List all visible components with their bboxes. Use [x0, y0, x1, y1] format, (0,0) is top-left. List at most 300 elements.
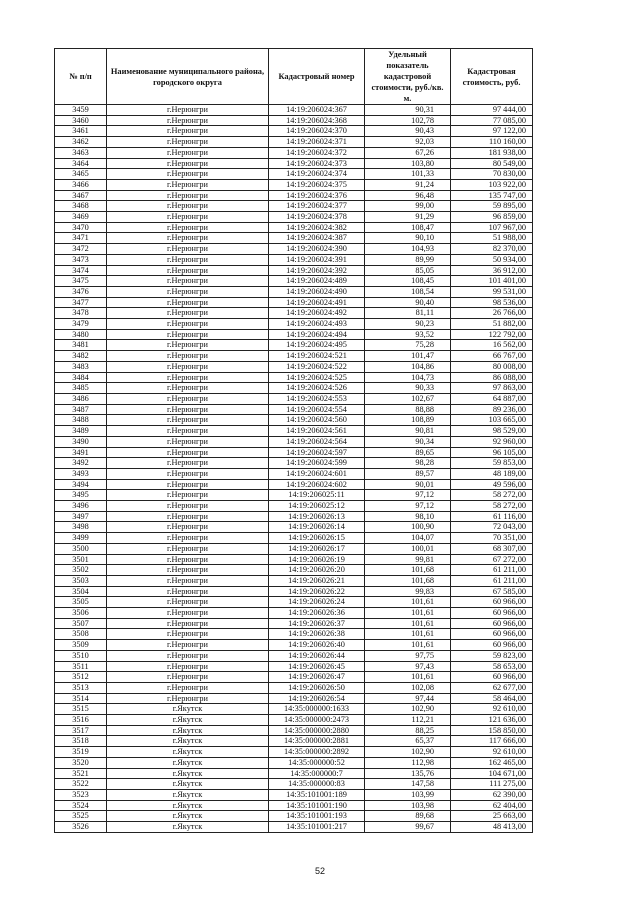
cadastral-cost-cell: 86 088,00: [451, 372, 533, 383]
table-row: [55, 222, 533, 233]
unit-value-cell: 108,45: [365, 276, 451, 287]
unit-value-cell: 102,90: [365, 747, 451, 758]
row-number: 3506: [55, 608, 107, 619]
municipality-cell: г.Нерюнгри: [107, 661, 269, 672]
unit-value-cell: 89,99: [365, 254, 451, 265]
unit-value-cell: 104,93: [365, 244, 451, 255]
municipality-cell: г.Нерюнгри: [107, 479, 269, 490]
municipality-cell: г.Нерюнгри: [107, 222, 269, 233]
table-row: [55, 640, 533, 651]
cadastral-number-cell: 14:19:206026:19: [269, 554, 365, 565]
unit-value-cell: 89,57: [365, 468, 451, 479]
cadastral-number-cell: 14:19:206024:373: [269, 158, 365, 169]
cadastral-number-cell: 14:19:206026:20: [269, 565, 365, 576]
municipality-cell: г.Нерюнгри: [107, 640, 269, 651]
municipality-cell: г.Нерюнгри: [107, 458, 269, 469]
unit-value-cell: 104,86: [365, 361, 451, 372]
cadastral-number-cell: 14:19:206026:36: [269, 608, 365, 619]
row-number: 3462: [55, 137, 107, 148]
unit-value-cell: 102,08: [365, 682, 451, 693]
municipality-cell: г.Якутск: [107, 715, 269, 726]
table-row: [55, 436, 533, 447]
cadastral-number-cell: 14:19:206026:38: [269, 629, 365, 640]
table-row: [55, 447, 533, 458]
row-number: 3504: [55, 586, 107, 597]
unit-value-cell: 99,83: [365, 586, 451, 597]
cadastral-cost-cell: 77 085,00: [451, 115, 533, 126]
table-row: [55, 404, 533, 415]
municipality-cell: г.Нерюнгри: [107, 383, 269, 394]
municipality-cell: г.Нерюнгри: [107, 565, 269, 576]
cadastral-number-cell: 14:19:206024:371: [269, 137, 365, 148]
row-number: 3486: [55, 393, 107, 404]
table-row: [55, 672, 533, 683]
unit-value-cell: 67,26: [365, 147, 451, 158]
row-number: 3498: [55, 522, 107, 533]
cadastral-cost-cell: 59 853,00: [451, 458, 533, 469]
row-number: 3518: [55, 736, 107, 747]
cadastral-number-cell: 14:19:206024:521: [269, 351, 365, 362]
unit-value-cell: 96,48: [365, 190, 451, 201]
municipality-cell: г.Нерюнгри: [107, 297, 269, 308]
municipality-cell: г.Нерюнгри: [107, 693, 269, 704]
cadastral-cost-cell: 48 413,00: [451, 822, 533, 833]
municipality-cell: г.Нерюнгри: [107, 265, 269, 276]
municipality-cell: г.Якутск: [107, 768, 269, 779]
row-number: 3501: [55, 554, 107, 565]
table-row: [55, 276, 533, 287]
table-row: [55, 522, 533, 533]
row-number: 3481: [55, 340, 107, 351]
cadastral-number-cell: 14:19:206024:553: [269, 393, 365, 404]
cadastral-cost-cell: 58 464,00: [451, 693, 533, 704]
table-row: [55, 822, 533, 833]
table-row: [55, 757, 533, 768]
municipality-cell: г.Нерюнгри: [107, 511, 269, 522]
row-number: 3508: [55, 629, 107, 640]
municipality-cell: г.Нерюнгри: [107, 672, 269, 683]
cadastral-cost-cell: 103 665,00: [451, 415, 533, 426]
row-number: 3493: [55, 468, 107, 479]
row-number: 3517: [55, 725, 107, 736]
cadastral-cost-cell: 60 966,00: [451, 629, 533, 640]
table-row: [55, 426, 533, 437]
unit-value-cell: 88,25: [365, 725, 451, 736]
table-row: [55, 790, 533, 801]
cadastral-number-cell: 14:19:206024:601: [269, 468, 365, 479]
cadastral-cost-cell: 50 934,00: [451, 254, 533, 265]
unit-value-cell: 101,68: [365, 565, 451, 576]
municipality-cell: г.Нерюнгри: [107, 158, 269, 169]
cadastral-cost-cell: 60 966,00: [451, 618, 533, 629]
unit-value-cell: 100,01: [365, 543, 451, 554]
table-row: [55, 190, 533, 201]
cadastral-number-cell: 14:19:206024:375: [269, 179, 365, 190]
table-row: [55, 233, 533, 244]
cadastral-number-cell: 14:35:101001:217: [269, 822, 365, 833]
cadastral-number-cell: 14:19:206025:11: [269, 490, 365, 501]
cadastral-cost-cell: 92 960,00: [451, 436, 533, 447]
municipality-cell: г.Нерюнгри: [107, 447, 269, 458]
header-cadastral-number: Кадастровый номер: [269, 49, 365, 105]
cadastral-number-cell: 14:35:101001:190: [269, 800, 365, 811]
table-row: [55, 575, 533, 586]
cadastral-number-cell: 14:19:206026:40: [269, 640, 365, 651]
cadastral-cost-cell: 96 859,00: [451, 212, 533, 223]
row-number: 3513: [55, 682, 107, 693]
cadastral-number-cell: 14:19:206026:50: [269, 682, 365, 693]
row-number: 3475: [55, 276, 107, 287]
cadastral-cost-cell: 25 663,00: [451, 811, 533, 822]
cadastral-number-cell: 14:19:206024:526: [269, 383, 365, 394]
cadastral-cost-cell: 99 531,00: [451, 286, 533, 297]
municipality-cell: г.Якутск: [107, 757, 269, 768]
municipality-cell: г.Нерюнгри: [107, 361, 269, 372]
row-number: 3468: [55, 201, 107, 212]
cadastral-number-cell: 14:19:206024:491: [269, 297, 365, 308]
unit-value-cell: 81,11: [365, 308, 451, 319]
cadastral-cost-cell: 60 966,00: [451, 608, 533, 619]
unit-value-cell: 102,90: [365, 704, 451, 715]
table-row: [55, 704, 533, 715]
unit-value-cell: 90,23: [365, 319, 451, 330]
municipality-cell: г.Якутск: [107, 736, 269, 747]
row-number: 3492: [55, 458, 107, 469]
unit-value-cell: 90,81: [365, 426, 451, 437]
unit-value-cell: 99,00: [365, 201, 451, 212]
unit-value-cell: 101,61: [365, 597, 451, 608]
cadastral-cost-cell: 97 444,00: [451, 105, 533, 116]
row-number: 3505: [55, 597, 107, 608]
cadastral-number-cell: 14:19:206024:382: [269, 222, 365, 233]
table-row: [55, 682, 533, 693]
table-row: [55, 458, 533, 469]
unit-value-cell: 100,90: [365, 522, 451, 533]
municipality-cell: г.Нерюнгри: [107, 415, 269, 426]
municipality-cell: г.Нерюнгри: [107, 650, 269, 661]
cadastral-cost-cell: 89 236,00: [451, 404, 533, 415]
municipality-cell: г.Якутск: [107, 811, 269, 822]
municipality-cell: г.Нерюнгри: [107, 597, 269, 608]
unit-value-cell: 90,43: [365, 126, 451, 137]
cadastral-number-cell: 14:35:000000:2881: [269, 736, 365, 747]
table-row: [55, 212, 533, 223]
table-row: [55, 779, 533, 790]
cadastral-cost-cell: 107 967,00: [451, 222, 533, 233]
table-row: [55, 319, 533, 330]
unit-value-cell: 103,98: [365, 800, 451, 811]
cadastral-number-cell: 14:19:206026:13: [269, 511, 365, 522]
cadastral-cost-cell: 49 596,00: [451, 479, 533, 490]
cadastral-number-cell: 14:19:206026:22: [269, 586, 365, 597]
table-row: [55, 768, 533, 779]
municipality-cell: г.Нерюнгри: [107, 137, 269, 148]
cadastral-number-cell: 14:35:000000:2473: [269, 715, 365, 726]
cadastral-cost-cell: 59 823,00: [451, 650, 533, 661]
cadastral-cost-cell: 98 529,00: [451, 426, 533, 437]
municipality-cell: г.Нерюнгри: [107, 254, 269, 265]
unit-value-cell: 108,54: [365, 286, 451, 297]
cadastral-cost-cell: 122 792,00: [451, 329, 533, 340]
municipality-cell: г.Нерюнгри: [107, 426, 269, 437]
unit-value-cell: 92,03: [365, 137, 451, 148]
cadastral-cost-cell: 61 116,00: [451, 511, 533, 522]
unit-value-cell: 99,81: [365, 554, 451, 565]
municipality-cell: г.Нерюнгри: [107, 319, 269, 330]
table-row: [55, 501, 533, 512]
municipality-cell: г.Якутск: [107, 725, 269, 736]
cadastral-number-cell: 14:19:206024:490: [269, 286, 365, 297]
unit-value-cell: 101,68: [365, 575, 451, 586]
row-number: 3495: [55, 490, 107, 501]
table-row: [55, 415, 533, 426]
cadastral-cost-cell: 80 549,00: [451, 158, 533, 169]
row-number: 3463: [55, 147, 107, 158]
table-row: [55, 137, 533, 148]
unit-value-cell: 97,44: [365, 693, 451, 704]
table-row: [55, 179, 533, 190]
cadastral-number-cell: 14:35:101001:193: [269, 811, 365, 822]
municipality-cell: г.Якутск: [107, 790, 269, 801]
municipality-cell: г.Якутск: [107, 704, 269, 715]
row-number: 3489: [55, 426, 107, 437]
cadastral-number-cell: 14:19:206024:392: [269, 265, 365, 276]
cadastral-number-cell: 14:19:206024:554: [269, 404, 365, 415]
cadastral-number-cell: 14:19:206024:493: [269, 319, 365, 330]
cadastral-cost-cell: 60 966,00: [451, 640, 533, 651]
municipality-cell: г.Нерюнгри: [107, 340, 269, 351]
unit-value-cell: 93,52: [365, 329, 451, 340]
cadastral-cost-cell: 48 189,00: [451, 468, 533, 479]
cadastral-number-cell: 14:19:206024:599: [269, 458, 365, 469]
row-number: 3494: [55, 479, 107, 490]
cadastral-number-cell: 14:19:206024:492: [269, 308, 365, 319]
cadastral-cost-cell: 62 404,00: [451, 800, 533, 811]
municipality-cell: г.Нерюнгри: [107, 404, 269, 415]
cadastral-cost-cell: 158 850,00: [451, 725, 533, 736]
municipality-cell: г.Якутск: [107, 779, 269, 790]
unit-value-cell: 104,07: [365, 533, 451, 544]
cadastral-cost-cell: 60 966,00: [451, 672, 533, 683]
municipality-cell: г.Якутск: [107, 800, 269, 811]
cadastral-number-cell: 14:19:206026:15: [269, 533, 365, 544]
cadastral-number-cell: 14:19:206024:390: [269, 244, 365, 255]
municipality-cell: г.Нерюнгри: [107, 115, 269, 126]
row-number: 3511: [55, 661, 107, 672]
table-row: [55, 372, 533, 383]
municipality-cell: г.Нерюнгри: [107, 286, 269, 297]
row-number: 3510: [55, 650, 107, 661]
cadastral-number-cell: 14:19:206024:372: [269, 147, 365, 158]
table-row: [55, 715, 533, 726]
municipality-cell: г.Нерюнгри: [107, 233, 269, 244]
row-number: 3500: [55, 543, 107, 554]
table-row: [55, 650, 533, 661]
header-cadastral-cost: Кадастровая стоимость, руб.: [451, 49, 533, 105]
cadastral-cost-cell: 92 610,00: [451, 704, 533, 715]
unit-value-cell: 101,47: [365, 351, 451, 362]
row-number: 3524: [55, 800, 107, 811]
municipality-cell: г.Нерюнгри: [107, 126, 269, 137]
cadastral-cost-cell: 82 370,00: [451, 244, 533, 255]
municipality-cell: г.Нерюнгри: [107, 179, 269, 190]
row-number: 3460: [55, 115, 107, 126]
unit-value-cell: 102,67: [365, 393, 451, 404]
table-row: [55, 147, 533, 158]
cadastral-cost-cell: 72 043,00: [451, 522, 533, 533]
row-number: 3514: [55, 693, 107, 704]
table-row: [55, 329, 533, 340]
cadastral-number-cell: 14:35:000000:7: [269, 768, 365, 779]
table-row: [55, 800, 533, 811]
cadastral-number-cell: 14:19:206024:560: [269, 415, 365, 426]
row-number: 3490: [55, 436, 107, 447]
cadastral-cost-cell: 66 767,00: [451, 351, 533, 362]
row-number: 3459: [55, 105, 107, 116]
cadastral-cost-cell: 96 105,00: [451, 447, 533, 458]
row-number: 3465: [55, 169, 107, 180]
municipality-cell: г.Нерюнгри: [107, 201, 269, 212]
row-number: 3491: [55, 447, 107, 458]
table-row: [55, 286, 533, 297]
unit-value-cell: 89,65: [365, 447, 451, 458]
row-number: 3507: [55, 618, 107, 629]
cadastral-number-cell: 14:19:206026:14: [269, 522, 365, 533]
row-number: 3464: [55, 158, 107, 169]
row-number: 3470: [55, 222, 107, 233]
cadastral-cost-cell: 70 830,00: [451, 169, 533, 180]
unit-value-cell: 90,10: [365, 233, 451, 244]
unit-value-cell: 101,61: [365, 672, 451, 683]
unit-value-cell: 135,76: [365, 768, 451, 779]
unit-value-cell: 102,78: [365, 115, 451, 126]
municipality-cell: г.Нерюнгри: [107, 468, 269, 479]
unit-value-cell: 99,67: [365, 822, 451, 833]
table-row: [55, 608, 533, 619]
row-number: 3478: [55, 308, 107, 319]
table-row: [55, 351, 533, 362]
cadastral-number-cell: 14:19:206026:17: [269, 543, 365, 554]
table-row: [55, 693, 533, 704]
cadastral-number-cell: 14:19:206026:54: [269, 693, 365, 704]
row-number: 3461: [55, 126, 107, 137]
cadastral-number-cell: 14:19:206024:368: [269, 115, 365, 126]
unit-value-cell: 103,80: [365, 158, 451, 169]
unit-value-cell: 101,33: [365, 169, 451, 180]
table-row: [55, 308, 533, 319]
cadastral-cost-cell: 70 351,00: [451, 533, 533, 544]
unit-value-cell: 90,34: [365, 436, 451, 447]
row-number: 3497: [55, 511, 107, 522]
table-row: [55, 479, 533, 490]
cadastral-number-cell: 14:35:000000:83: [269, 779, 365, 790]
cadastral-cost-cell: 92 610,00: [451, 747, 533, 758]
unit-value-cell: 108,47: [365, 222, 451, 233]
unit-value-cell: 90,33: [365, 383, 451, 394]
cadastral-number-cell: 14:19:206024:602: [269, 479, 365, 490]
municipality-cell: г.Нерюнгри: [107, 533, 269, 544]
cadastral-number-cell: 14:19:206024:376: [269, 190, 365, 201]
unit-value-cell: 65,37: [365, 736, 451, 747]
row-number: 3473: [55, 254, 107, 265]
row-number: 3474: [55, 265, 107, 276]
cadastral-cost-cell: 98 536,00: [451, 297, 533, 308]
cadastral-cost-cell: 59 895,00: [451, 201, 533, 212]
unit-value-cell: 90,31: [365, 105, 451, 116]
table-row: [55, 629, 533, 640]
row-number: 3526: [55, 822, 107, 833]
unit-value-cell: 98,10: [365, 511, 451, 522]
cadastral-number-cell: 14:35:000000:2880: [269, 725, 365, 736]
municipality-cell: г.Нерюнгри: [107, 190, 269, 201]
table-row: [55, 468, 533, 479]
cadastral-number-cell: 14:19:206024:374: [269, 169, 365, 180]
municipality-cell: г.Нерюнгри: [107, 351, 269, 362]
municipality-cell: г.Нерюнгри: [107, 629, 269, 640]
cadastral-cost-cell: 80 008,00: [451, 361, 533, 372]
cadastral-number-cell: 14:19:206024:377: [269, 201, 365, 212]
header-unit-value: Удельный показатель кадастровой стоимости, руб./кв. м.: [365, 49, 451, 105]
header-municipality: Наименование муниципального района, городского округа: [107, 49, 269, 105]
unit-value-cell: 112,21: [365, 715, 451, 726]
table-row: [55, 115, 533, 126]
unit-value-cell: 97,12: [365, 501, 451, 512]
municipality-cell: г.Нерюнгри: [107, 212, 269, 223]
municipality-cell: г.Нерюнгри: [107, 329, 269, 340]
table-row: [55, 244, 533, 255]
cadastral-number-cell: 14:19:206024:489: [269, 276, 365, 287]
cadastral-cost-cell: 181 938,00: [451, 147, 533, 158]
unit-value-cell: 147,58: [365, 779, 451, 790]
table-row: [55, 201, 533, 212]
row-number: 3515: [55, 704, 107, 715]
cadastral-number-cell: 14:19:206026:47: [269, 672, 365, 683]
table-row: [55, 736, 533, 747]
cadastral-cost-cell: 67 585,00: [451, 586, 533, 597]
row-number: 3520: [55, 757, 107, 768]
table-row: [55, 340, 533, 351]
cadastral-cost-cell: 103 922,00: [451, 179, 533, 190]
cadastral-cost-cell: 26 766,00: [451, 308, 533, 319]
table-row: [55, 565, 533, 576]
municipality-cell: г.Нерюнгри: [107, 682, 269, 693]
cadastral-cost-cell: 36 912,00: [451, 265, 533, 276]
municipality-cell: г.Нерюнгри: [107, 244, 269, 255]
table-row: [55, 725, 533, 736]
row-number: 3477: [55, 297, 107, 308]
cadastral-value-table: [54, 48, 533, 833]
cadastral-cost-cell: 97 122,00: [451, 126, 533, 137]
row-number: 3482: [55, 351, 107, 362]
municipality-cell: г.Якутск: [107, 747, 269, 758]
table-row: [55, 661, 533, 672]
row-number: 3471: [55, 233, 107, 244]
cadastral-number-cell: 14:19:206024:387: [269, 233, 365, 244]
row-number: 3522: [55, 779, 107, 790]
municipality-cell: г.Нерюнгри: [107, 554, 269, 565]
municipality-cell: г.Нерюнгри: [107, 608, 269, 619]
page-number: 52: [314, 866, 325, 876]
cadastral-cost-cell: 58 653,00: [451, 661, 533, 672]
unit-value-cell: 108,89: [365, 415, 451, 426]
unit-value-cell: 101,61: [365, 608, 451, 619]
table-row: [55, 554, 533, 565]
municipality-cell: г.Нерюнгри: [107, 501, 269, 512]
cadastral-cost-cell: 135 747,00: [451, 190, 533, 201]
cadastral-number-cell: 14:19:206024:367: [269, 105, 365, 116]
cadastral-cost-cell: 68 307,00: [451, 543, 533, 554]
table-header-row: [55, 49, 533, 105]
